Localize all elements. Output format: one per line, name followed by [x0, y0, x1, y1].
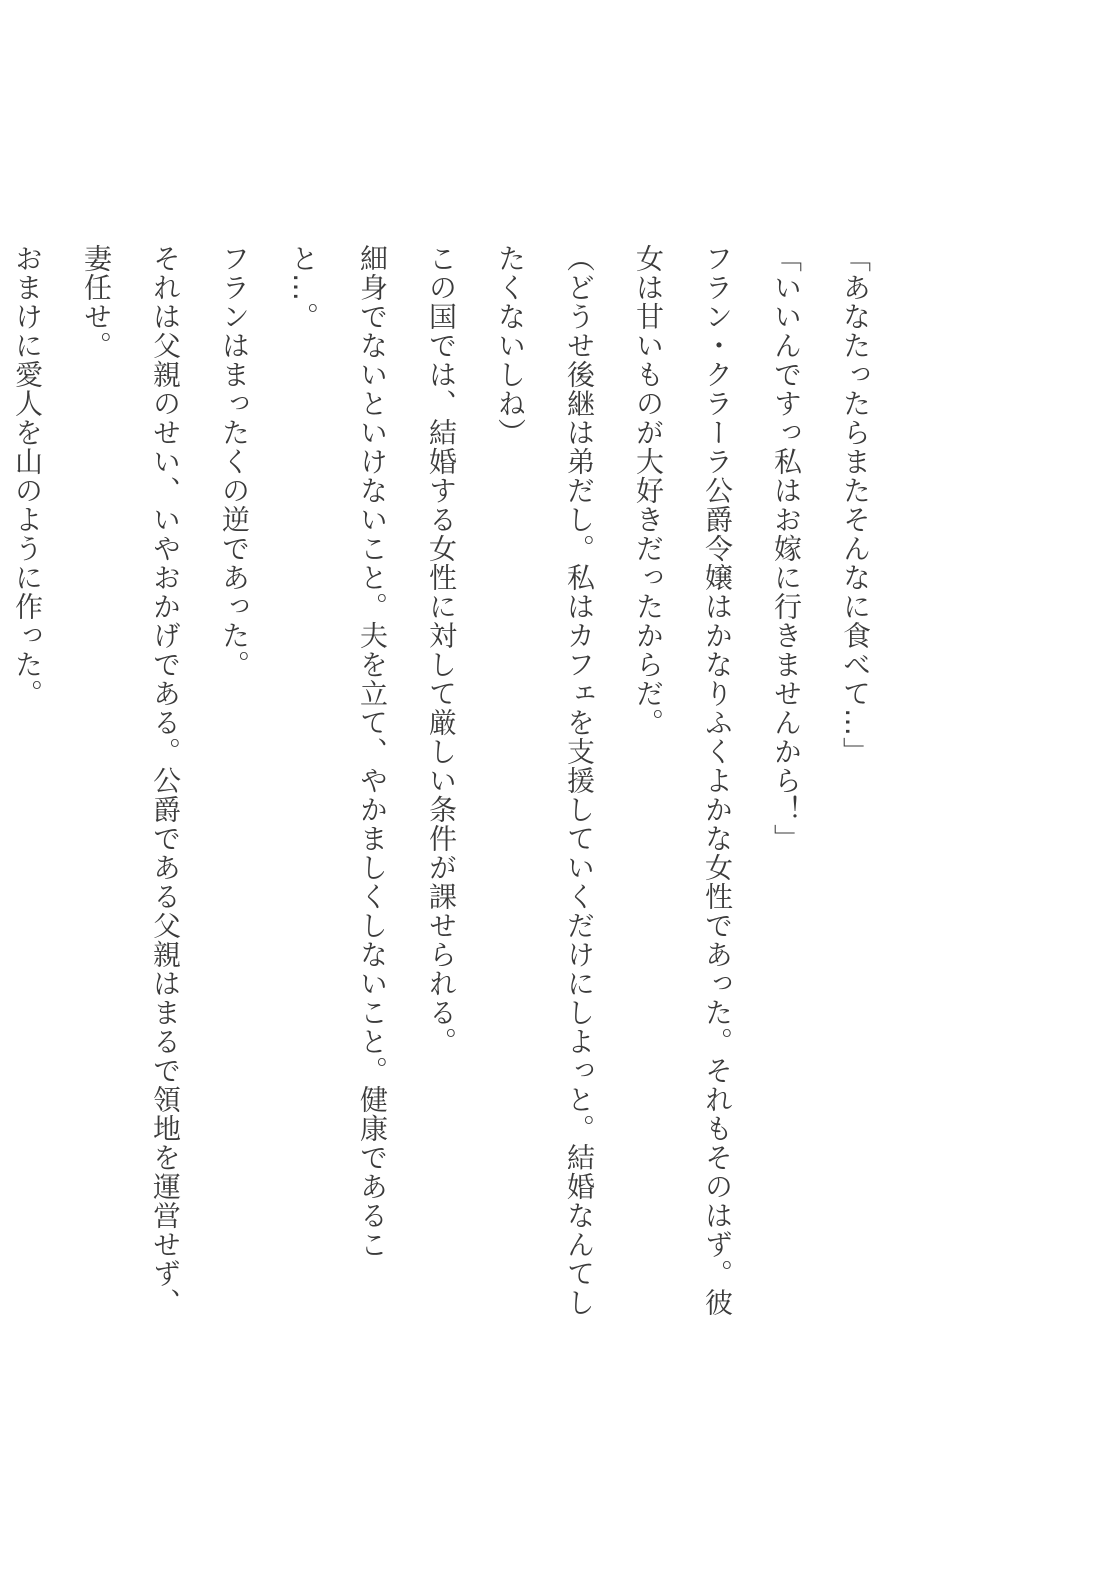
vertical-text-body	[0, 244, 890, 1344]
inner-thought-paragraph: （どうせ後継は弟だし。私はカフェを支援していくだけにしよっと。結婚なんてしたくないしね）	[494, 244, 596, 1317]
narration-paragraph-1: フラン・クラーラ公爵令嬢はかなりふくよかな女性であった。それもそのはず。彼女は甘いものが大好きだったからだ。	[632, 244, 734, 1317]
narration-paragraph-5: それは父親のせい、いやおかげである。公爵である父親はまるで領地を運営せず、妻任せ。	[80, 244, 182, 1317]
narration-paragraph-6: おまけに愛人を山のように作った。	[11, 244, 44, 708]
dialogue-line-2: 「いいんですっ私はお嫁に行きませんから！」	[770, 244, 803, 853]
narration-paragraph-2: この国では、結婚する女性に対して厳しい条件が課せられる。	[425, 244, 458, 1056]
narration-paragraph-3: 細身でないといけないこと。夫を立て、やかましくしないこと。健康であること…。	[287, 244, 389, 1259]
narration-paragraph-4: フランはまったくの逆であった。	[218, 244, 251, 679]
dialogue-line-1: 「あなたったらまたそんなに食べて…」	[839, 244, 872, 766]
